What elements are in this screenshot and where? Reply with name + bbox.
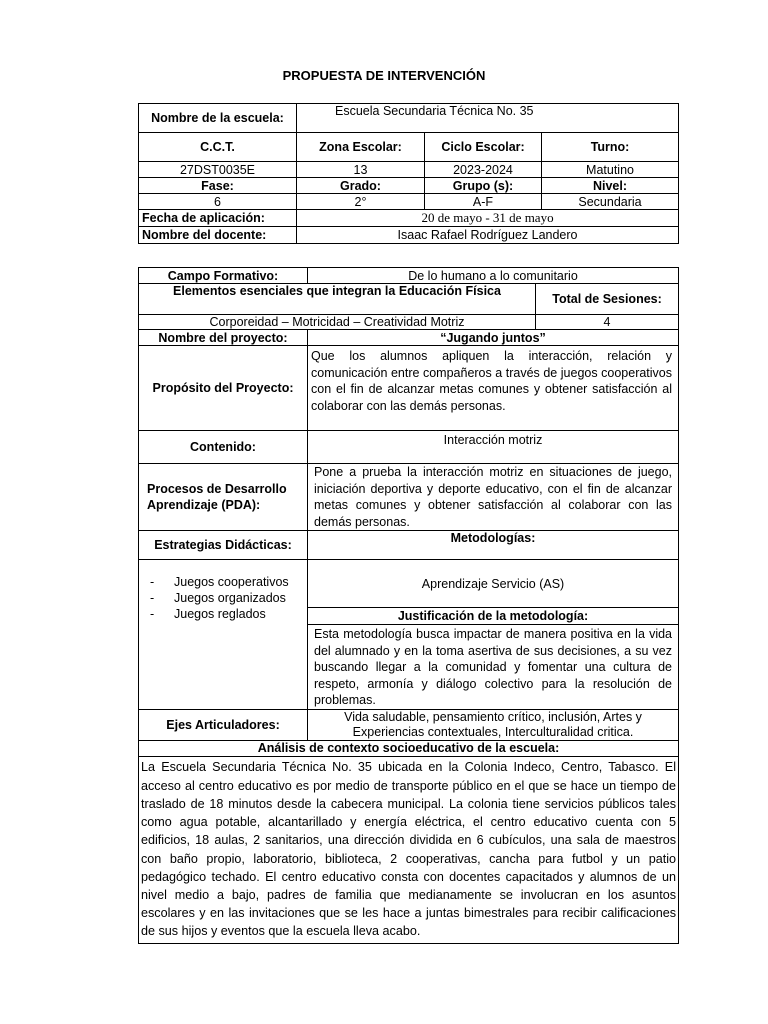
cct-label: C.C.T. [139, 133, 297, 162]
elementos-esenciales-value: Corporeidad – Motricidad – Creatividad Motriz [139, 315, 536, 330]
pda-label: Procesos de Desarrollo Aprendizaje (PDA): [139, 464, 308, 531]
estrategias-label: Estrategias Didácticas: [139, 531, 308, 560]
cct-value: 27DST0035E [139, 162, 297, 178]
justificacion-value: Esta metodología busca impactar de manera positiva en la vida del alumnado y en la toma asertiva de sus decisiones, a su vez buscando llegar a la comunidad y fomentar una cultura de respeto, armonía y diálogo colectivo para la resolución de problemas. [308, 625, 679, 710]
elementos-esenciales-label: Elementos esenciales que integran la Educación Física [139, 284, 536, 315]
proposito-label: Propósito del Proyecto: [139, 346, 308, 431]
pda-value: Pone a prueba la interacción motriz en situaciones de juego, iniciación deportiva y deporte educativo, con el fin de alcanzar metas comunes y obtener satisfacción al colaborar con las demás personas. [308, 464, 679, 531]
grupo-label: Grupo (s): [425, 178, 542, 194]
ciclo-escolar-label: Ciclo Escolar: [425, 133, 542, 162]
grupo-value: A-F [425, 194, 542, 210]
total-sesiones-label: Total de Sesiones: [536, 284, 679, 315]
ejes-articuladores-label: Ejes Articuladores: [139, 709, 308, 740]
justificacion-label: Justificación de la metodología: [308, 608, 679, 625]
nivel-label: Nivel: [542, 178, 679, 194]
fase-value: 6 [139, 194, 297, 210]
nombre-docente-value: Isaac Rafael Rodríguez Landero [297, 227, 679, 244]
nombre-proyecto-label: Nombre del proyecto: [139, 330, 308, 346]
estrategia-item: - Juegos reglados [142, 606, 304, 622]
grado-value: 2° [297, 194, 425, 210]
estrategias-list [142, 574, 304, 622]
metodologias-label: Metodologías: [308, 531, 679, 560]
ciclo-escolar-value: 2023-2024 [425, 162, 542, 178]
campo-formativo-value: De lo humano a lo comunitario [308, 268, 679, 284]
estrategia-item: - Juegos organizados [142, 590, 304, 606]
zona-escolar-label: Zona Escolar: [297, 133, 425, 162]
fecha-aplicacion-value: 20 de mayo - 31 de mayo [297, 210, 679, 227]
estrategia-item: - Juegos cooperativos [142, 574, 304, 590]
school-info-table [138, 103, 679, 244]
nombre-proyecto-value: “Jugando juntos” [308, 330, 679, 346]
ejes-articuladores-value: Vida saludable, pensamiento crítico, inclusión, Artes y Experiencias contextuales, Interculturalidad critica. [308, 709, 679, 740]
document-title: PROPUESTA DE INTERVENCIÓN [282, 68, 486, 83]
nombre-escuela-label: Nombre de la escuela: [139, 104, 297, 133]
nivel-value: Secundaria [542, 194, 679, 210]
metodologia-value: Aprendizaje Servicio (AS) [308, 560, 679, 608]
analisis-contexto-value: La Escuela Secundaria Técnica No. 35 ubicada en la Colonia Indeco, Centro, Tabasco. El acceso al centro educativo es por medio de transporte público en el que se hace un tiempo de traslado de 18 minutos desde la cabecera municipal. La colonia tiene servicios públicos tales como agua potable, alcantarillado y energía eléctrica, el centro educativo cuenta con 5 edificios, 18 aulas, 2 sanitarios, una dirección dividida en 6 cubículos, una sala de maestros con baño propio, laboratorio, biblioteca, 2 cooperativas, cancha para futbol y un patio pedagógico techado. El centro educativo consta con docentes capacitados y alumnos de un nivel medio a bajo, padres de familia que medianamente se involucran en los asuntos escolares y en las invitaciones que se les hace a juntas bimestrales para recibir calificaciones de sus hijos y eventos que la escuela lleva acabo. [139, 756, 679, 943]
nombre-docente-label: Nombre del docente: [139, 227, 297, 244]
fase-label: Fase: [139, 178, 297, 194]
contenido-value: Interacción motriz [308, 431, 679, 464]
zona-escolar-value: 13 [297, 162, 425, 178]
analisis-contexto-label: Análisis de contexto socioeducativo de la escuela: [139, 740, 679, 756]
fecha-aplicacion-label: Fecha de aplicación: [139, 210, 297, 227]
estrategias-list-cell [139, 560, 308, 710]
contenido-label: Contenido: [139, 431, 308, 464]
turno-value: Matutino [542, 162, 679, 178]
project-table [138, 267, 679, 944]
nombre-escuela-value: Escuela Secundaria Técnica No. 35 [297, 104, 679, 133]
total-sesiones-value: 4 [536, 315, 679, 330]
turno-label: Turno: [542, 133, 679, 162]
campo-formativo-label: Campo Formativo: [139, 268, 308, 284]
proposito-value: Que los alumnos apliquen la interacción, relación y comunicación entre compañeros a través de juegos cooperativos con el fin de alcanzar metas comunes y obtener satisfacción al colaborar con las demás personas. [308, 346, 679, 431]
grado-label: Grado: [297, 178, 425, 194]
